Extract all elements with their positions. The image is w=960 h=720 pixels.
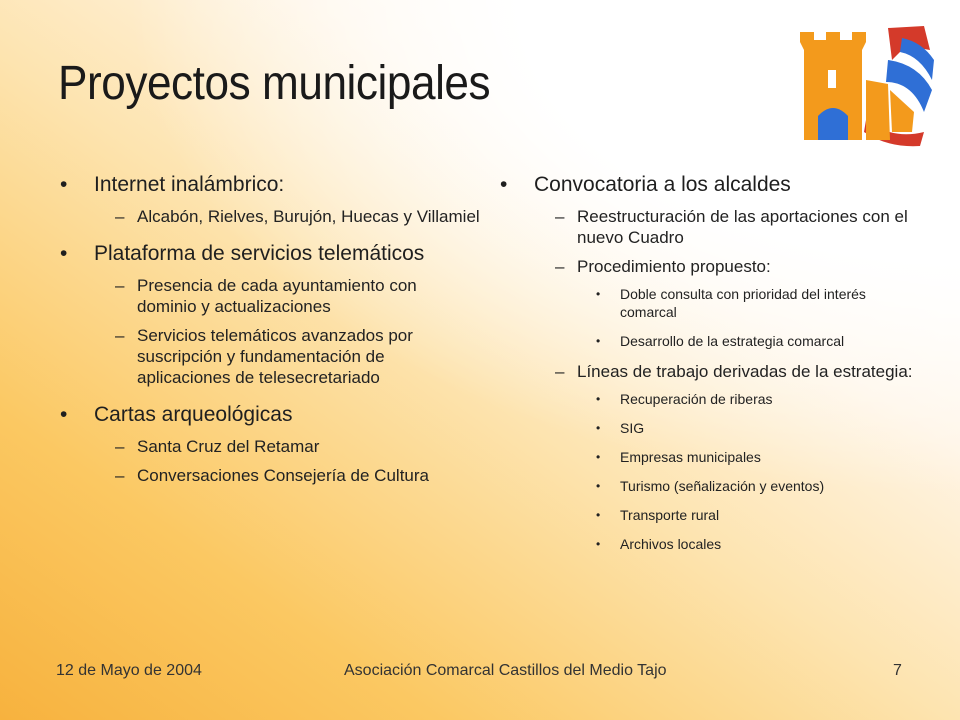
sub-bullet-municipios: – Alcabón, Rielves, Burujón, Huecas y Villamiel [60, 206, 480, 227]
sub-sub-bullet-transporte: • Transporte rural [500, 506, 920, 524]
left-column [60, 172, 480, 494]
sub-sub-bullet-desarrollo-estrategia: • Desarrollo de la estrategia comarcal [500, 332, 920, 350]
right-column [500, 172, 920, 564]
slide-number: 7 [893, 662, 902, 679]
sub-bullet-conversaciones: – Conversaciones Consejería de Cultura [60, 465, 480, 486]
sub-sub-bullet-doble-consulta: • Doble consulta con prioridad del interés comarcal [500, 285, 920, 321]
sub-sub-bullet-empresas: • Empresas municipales [500, 448, 920, 466]
sub-sub-bullet-sig: • SIG [500, 419, 920, 437]
sub-bullet-servicios-avanzados: – Servicios telemáticos avanzados por suscripción y fundamentación de aplicaciones de telesecretariado [60, 325, 480, 388]
bullet-internet-inalambrico: • Internet inalámbrico: [60, 172, 480, 198]
castle-logo-icon [796, 20, 936, 148]
bullet-convocatoria-alcaldes: • Convocatoria a los alcaldes [500, 172, 920, 198]
bullet-plataforma-servicios: • Plataforma de servicios telemáticos [60, 241, 480, 267]
sub-bullet-procedimiento: – Procedimiento propuesto: [500, 256, 920, 277]
bullet-cartas-arqueologicas: • Cartas arqueológicas [60, 402, 480, 428]
footer-date: 12 de Mayo de 2004 [56, 662, 202, 679]
sub-sub-bullet-archivos: • Archivos locales [500, 535, 920, 553]
slide-title: Proyectos municipales [58, 57, 491, 110]
sub-bullet-reestructuracion: – Reestructuración de las aportaciones con el nuevo Cuadro [500, 206, 920, 248]
sub-sub-bullet-riberas: • Recuperación de riberas [500, 390, 920, 408]
sub-bullet-presencia-ayuntamiento: – Presencia de cada ayuntamiento con dominio y actualizaciones [60, 275, 480, 317]
sub-sub-bullet-turismo: • Turismo (señalización y eventos) [500, 477, 920, 495]
footer-organization: Asociación Comarcal Castillos del Medio Tajo [344, 662, 667, 679]
sub-bullet-santa-cruz: – Santa Cruz del Retamar [60, 436, 480, 457]
sub-bullet-lineas-trabajo: – Líneas de trabajo derivadas de la estrategia: [500, 361, 920, 382]
